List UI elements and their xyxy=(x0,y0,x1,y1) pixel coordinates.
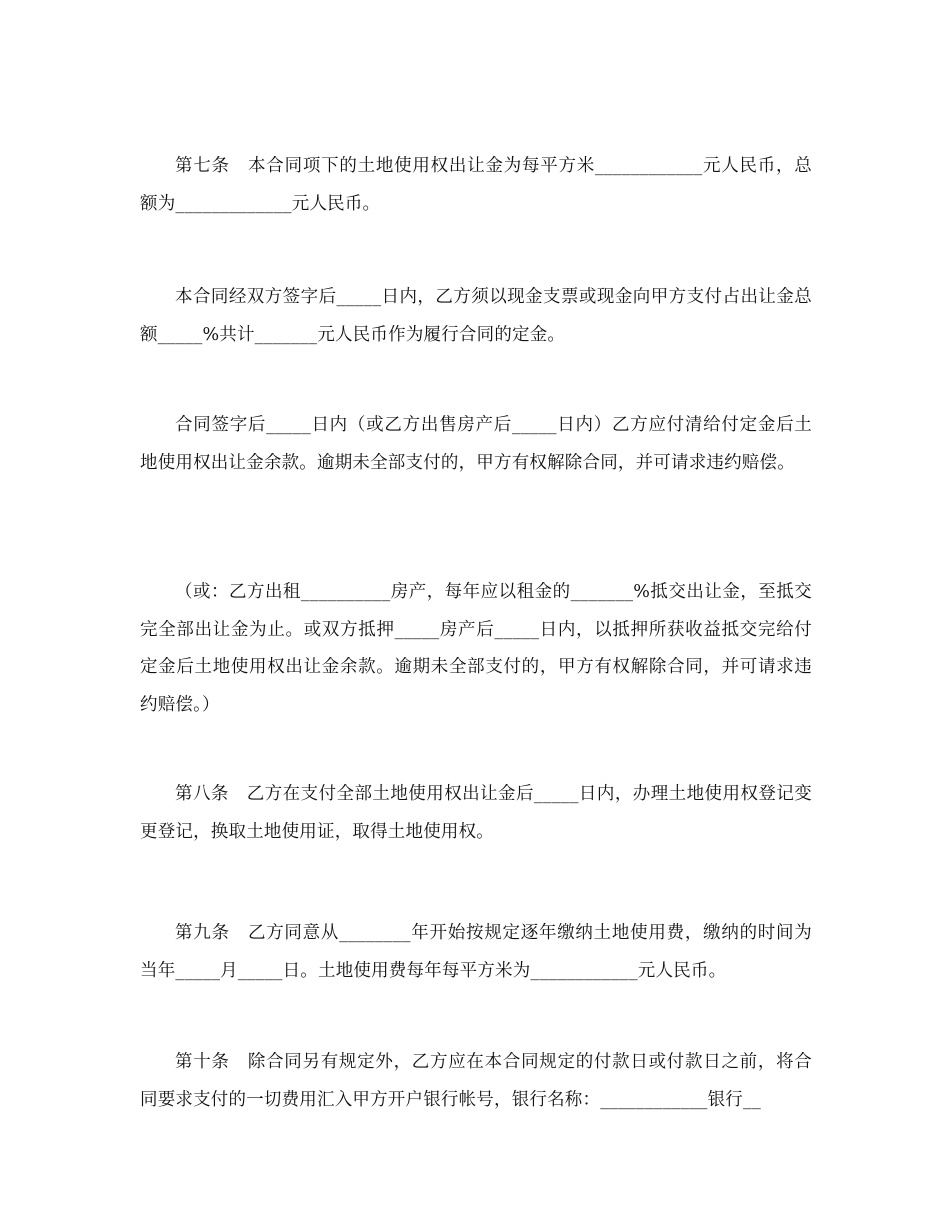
deposit-paragraph: 本合同经双方签字后_____日内，乙方须以现金支票或现金向甲方支付占出让金总额_____%共计_______元人民币作为履行合同的定金。 xyxy=(140,287,812,345)
article-7-paragraph: 第七条 本合同项下的土地使用权出让金为每平方米____________元人民币，总额为_____________元人民币。 xyxy=(140,156,812,214)
balance-payment-paragraph: 合同签字后_____日内（或乙方出售房产后_____日内）乙方应付清给付定金后土地使用权出让金余款。逾期未全部支付的，甲方有权解除合同，并可请求违约赔偿。 xyxy=(140,415,812,473)
alternative-payment-paragraph: （或：乙方出租__________房产，每年应以租金的_______%抵交出让金，至抵交完全部出让金为止。或双方抵押_____房产后_____日内，以抵押所获收益抵交完给付定金后土地使用权出让金余款。逾期未全部支付的，甲方有权解除合同，并可请求违约赔偿。） xyxy=(140,582,812,715)
article-8-paragraph: 第八条 乙方在支付全部土地使用权出让金后_____日内，办理土地使用权登记变更登记，换取土地使用证，取得土地使用权。 xyxy=(140,784,812,842)
article-9-paragraph: 第九条 乙方同意从________年开始按规定逐年缴纳土地使用费，缴纳的时间为当年_____月_____日。土地使用费每年每平方米为____________元人民币。 xyxy=(140,923,812,981)
article-10-paragraph: 第十条 除合同另有规定外，乙方应在本合同规定的付款日或付款日之前，将合同要求支付的一切费用汇入甲方开户银行帐号，银行名称：____________银行__ xyxy=(140,1052,812,1110)
